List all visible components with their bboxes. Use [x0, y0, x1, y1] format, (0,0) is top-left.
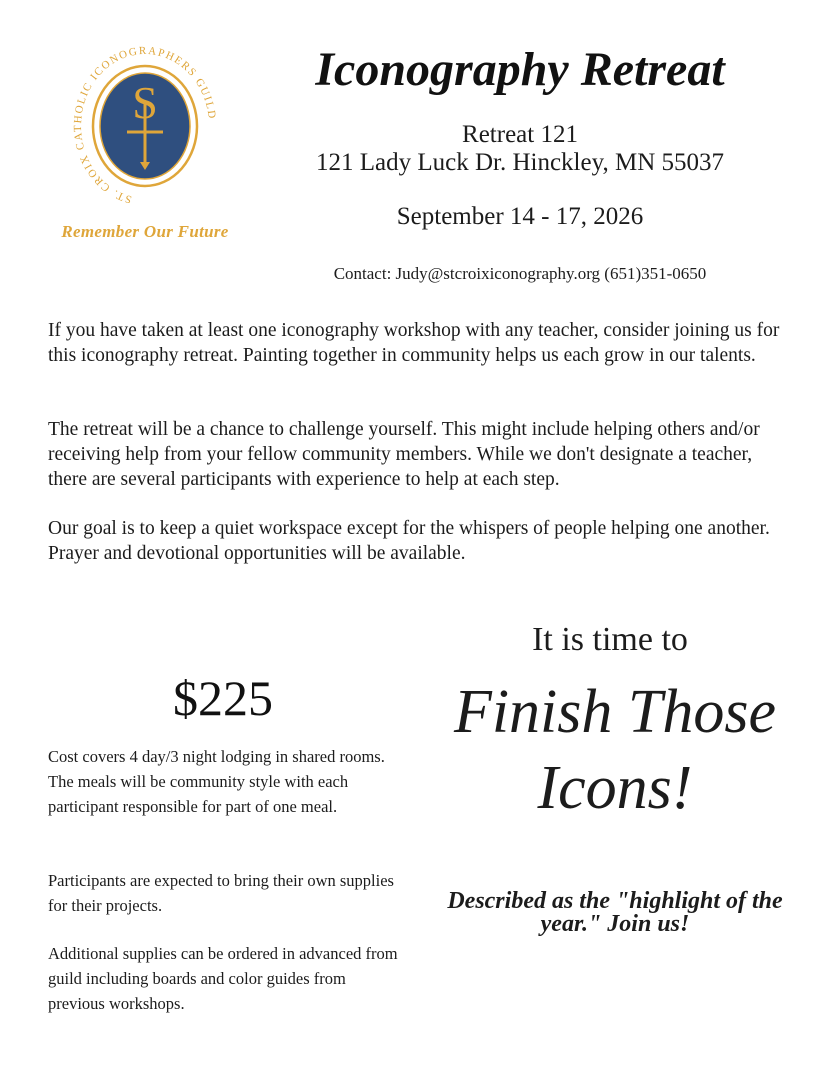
logo-monogram: S [132, 77, 158, 128]
retreat-dates: September 14 - 17, 2026 [396, 203, 644, 230]
intro-paragraph: If you have taken at least one iconography workshop with any teacher, consider joining us for this iconography retreat. Painting together in community helps us each grow in our talents. [48, 320, 780, 366]
testimonial-quote: Described as the "highlight of the year." Join us! [447, 888, 783, 937]
contact-info: Contact: Judy@stcroixiconography.org (651)351-0650 [333, 264, 707, 283]
price: $225 [173, 670, 273, 726]
supplies-note: Participants are expected to bring their own supplies for their projects. [48, 871, 394, 915]
page-title: Iconography Retreat [315, 43, 725, 96]
guild-logo [70, 40, 220, 220]
guild-tagline: Remember Our Future [61, 222, 229, 241]
logo-ring-text: ST. CROIX CATHOLIC ICONOGRAPHERS GUILD [71, 44, 218, 206]
challenge-paragraph: The retreat will be a chance to challenge yourself. This might include helping others and/or receiving help from your fellow community members. While we don't designate a teacher, there are several participants with experience to help at each step. [48, 419, 760, 490]
callout-intro: It is time to [532, 621, 688, 658]
retreat-address: 121 Lady Luck Dr. Hinckley, MN 55037 [315, 149, 725, 176]
goal-paragraph: Our goal is to keep a quiet workspace except for the whispers of people helping one another. Prayer and devotional opportunities will be available. [48, 518, 770, 564]
callout-headline: Finish Those Icons! [453, 678, 777, 822]
cost-description: Cost covers 4 day/3 night lodging in shared rooms. The meals will be community style with each participant responsible for part of one meal. [48, 747, 385, 816]
additional-supplies-note: Additional supplies can be ordered in advanced from guild including boards and color guides from previous workshops. [48, 944, 398, 1013]
retreat-name: Retreat 121 [462, 121, 578, 148]
